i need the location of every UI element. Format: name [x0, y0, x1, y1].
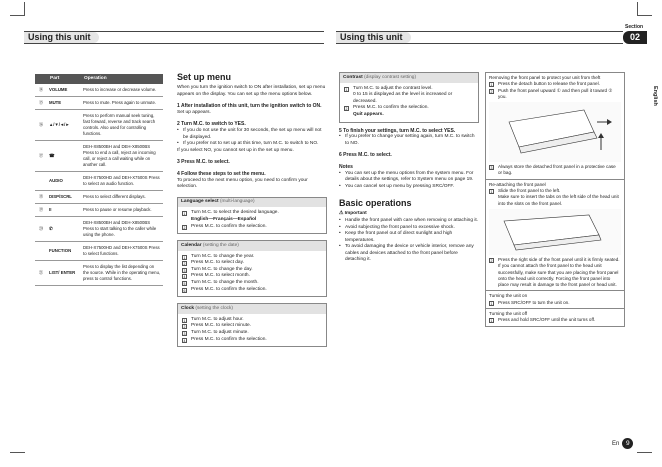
important-heading: ⚠ Important	[339, 211, 367, 217]
crop-mark	[24, 2, 25, 16]
right-header-title: Using this unit	[336, 32, 411, 43]
setup-step-2-note: If you select NO, you cannot set up in the set up menu.	[177, 147, 294, 153]
reattach-illustration	[489, 209, 621, 255]
turn-on-box: Turning the unit on 1 Press SRC/OFF to turn the unit on.	[485, 291, 625, 309]
row-operation: DEH-X8500BH and DEH-X8500BS Press to end a call, reject an incoming call, or reject a call waiting while on another call.	[81, 141, 163, 172]
crop-mark	[10, 15, 25, 16]
crop-mark	[637, 2, 638, 16]
front-panel-column	[485, 72, 625, 327]
remove-panel-illustration	[489, 102, 621, 162]
row-part: ☎	[47, 141, 81, 172]
table-row	[35, 97, 163, 110]
clock-box	[177, 303, 327, 347]
left-header-title: Using this unit	[24, 32, 99, 43]
row-operation: Press to mute. Press again to unmute.	[81, 97, 163, 110]
setup-step-5-bullet: • If you prefer to change your setting again, turn M.C. to switch to NO.	[339, 134, 479, 147]
table-row	[35, 242, 163, 261]
note-item: • You can cancel set up menu by pressing SRC/OFF.	[339, 184, 479, 191]
table-row	[35, 110, 163, 141]
row-number: ⑳	[35, 217, 47, 242]
table-row	[35, 172, 163, 191]
turn-off-box: Turning the unit off 1 Press and hold SRC/OFF until the unit turns off.	[485, 309, 625, 327]
contrast-quit-note: Quit appears.	[353, 111, 384, 117]
row-operation: Press to display the list depending on the source. While in the operating menu, press to control functions.	[81, 261, 163, 286]
setup-step-2: 2 Turn M.C. to switch to YES.	[177, 121, 246, 128]
row-part: II	[47, 204, 81, 217]
calendar-box	[177, 240, 327, 297]
calendar-box-header: Calendar (setting the date)	[178, 241, 326, 251]
crop-mark	[637, 452, 652, 453]
setup-step-1-sub: Set up appears.	[177, 109, 211, 115]
setup-step-4-sub: To proceed to the next menu option, you need to confirm your selection.	[177, 177, 308, 190]
setup-step-4: 4 Follow these steps to set the menu.	[177, 170, 266, 177]
page-footer	[612, 438, 633, 449]
important-item: • To avoid damaging the device or vehicle interior, remove any cables and devices attached to the front panel before detaching it.	[339, 244, 479, 264]
setup-title: Set up menu	[177, 72, 232, 82]
setup-step-5: 5 To finish your settings, turn M.C. to select YES.	[339, 127, 456, 134]
table-header-blank	[35, 74, 47, 84]
row-number: ⑲	[35, 204, 47, 217]
right-header-bar	[336, 31, 623, 44]
reattach-title: Re-attaching the front panel	[489, 181, 546, 187]
row-number: ⑭	[35, 84, 47, 97]
row-number: ㉑	[35, 261, 47, 286]
language-options: English—Français—Español	[191, 216, 257, 222]
language-tab: English	[652, 86, 658, 106]
section-label: Section	[625, 24, 644, 30]
note-item: • You can set up the menu options from the system menu. For details about the settings, refer to System menu on page 19.	[339, 171, 479, 184]
row-number: ⑯	[35, 110, 47, 141]
row-part: LIST/ ENTER	[47, 261, 81, 286]
remove-panel-box: Removing the front panel to protect your unit from theft 1 Press the detach button to release the front panel. 2 Push the front panel upward ① and then pull it toward ② you. 3 Always store the detached front panel in a protective case or bag.	[485, 72, 625, 180]
notes-title: Notes	[339, 163, 353, 170]
setup-step-2-bullet: • If you do not use the unit for 30 seconds, the set up menu will not be displayed.	[177, 128, 327, 141]
table-header-part: Part	[47, 74, 81, 84]
contrast-box-header: Contrast (display contrast setting)	[340, 73, 478, 83]
reattach-note: Make sure to insert the tabs on the left side of the head unit into the slots on the front panel.	[498, 194, 619, 206]
turn-on-title: Turning the unit on	[489, 293, 528, 299]
important-item: • Handle the front panel with care when removing or attaching it.	[339, 218, 479, 225]
row-part: VOLUME	[47, 84, 81, 97]
reattach-panel-box: Re-attaching the front panel 1 Slide the front panel to the left. Make sure to insert the tabs on the left side of the head unit into the slots on the front panel. 2 Press the right side of the front panel until it is firmly seated. If you cannot attach the front panel to the head unit successfully, make sure that you are placing the front panel onto the head unit correctly. Forcing the front panel into place may result in damage to the front panel or head unit.	[485, 180, 625, 292]
row-operation: DEH-X7500HD and DEH-X7500S Press to select functions.	[81, 242, 163, 261]
important-item: • Keep the front panel out of direct sunlight and high temperatures.	[339, 231, 479, 244]
table-row	[35, 204, 163, 217]
setup-step-1: 1 After installation of this unit, turn the ignition switch to ON.	[177, 103, 322, 110]
calendar-box-body: 1 Turn M.C. to change the year. 2 Press M.C. to select day. 3 Turn M.C. to change the day. 4 Press M.C. to select month. 5 Turn M.C. to change the month. 6 Press M.C. to confirm the selection.	[183, 253, 267, 293]
section-number: 02	[623, 31, 647, 44]
row-part: DISP/SCRL	[47, 191, 81, 204]
row-number: ⑮	[35, 97, 47, 110]
table-row	[35, 217, 163, 242]
reattach-warning: If you cannot attach the front panel to the head unit successfully, make sure that you are placing the front panel onto the head unit correctly. Forcing the front panel into place may result in damage to the front panel or head unit.	[498, 263, 619, 288]
contrast-and-basic-column	[339, 72, 479, 264]
footer-language: En	[612, 441, 620, 447]
language-box-header: Language select (multi-language)	[178, 198, 326, 208]
row-number	[35, 172, 47, 191]
contrast-range-note: 0 to 15 is displayed as the level is increased or decreased.	[353, 92, 453, 104]
left-header-bar	[24, 31, 324, 44]
table-row	[35, 191, 163, 204]
page-number: 9	[622, 438, 633, 449]
clock-box-header: Clock (setting the clock)	[178, 304, 326, 314]
setup-step-2-bullet: • If you prefer not to set up at this time, turn M.C. to switch to NO.	[177, 141, 327, 148]
row-number: ⑱	[35, 191, 47, 204]
row-number	[35, 242, 47, 261]
row-operation: Press to pause or resume playback.	[81, 204, 163, 217]
crop-mark	[637, 15, 652, 16]
clock-box-body: 1 Turn M.C. to adjust hour. 2 Press M.C. to select minute. 3 Turn M.C. to adjust minute. 4 Press M.C. to confirm the selection.	[183, 316, 267, 343]
table-header-operation: Operation	[81, 74, 163, 84]
language-box	[177, 197, 327, 234]
setup-step-6: 6 Press M.C. to select.	[339, 152, 392, 159]
row-part: AUDIO	[47, 172, 81, 191]
table-row	[35, 141, 163, 172]
row-operation: DEH-X8500BH and DEH-X8500BS Press to start talking to the caller while using the phone.	[81, 217, 163, 242]
turn-off-title: Turning the unit off	[489, 311, 528, 317]
row-operation: Press to perform manual seek tuning, fast forward, reverse and track search controls. Also used for controlling functions.	[81, 110, 163, 141]
parts-table	[35, 74, 163, 286]
setup-intro: When you turn the ignition switch to ON after installation, set up menu appears on the display. You can set up the menu options below.	[177, 85, 326, 97]
important-item: • Avoid subjecting the front panel to excessive shock.	[339, 225, 479, 232]
row-operation: Press to select different displays.	[81, 191, 163, 204]
remove-panel-drawing	[489, 102, 619, 162]
contrast-box: Contrast (display contrast setting) 1 Turn M.C. to adjust the contrast level. 0 to 15 is displayed as the level is increased or decreased. 2 Press M.C. to confirm the selection. Quit appears.	[339, 72, 479, 123]
basic-operations-title: Basic operations	[339, 198, 412, 209]
remove-panel-title: Removing the front panel to protect your unit from theft	[489, 75, 601, 80]
setup-step-3: 3 Press M.C. to select.	[177, 159, 230, 166]
language-box-body: 1 Turn M.C. to select the desired language. English—Français—Español 2 Press M.C. to confirm the selection.	[178, 207, 326, 233]
important-icon: ⚠	[339, 211, 344, 217]
reattach-drawing	[489, 209, 619, 255]
crop-mark	[10, 452, 25, 453]
row-part: MUTE	[47, 97, 81, 110]
row-number: ⑰	[35, 141, 47, 172]
row-part: ▲/▼/◄/►	[47, 110, 81, 141]
table-row	[35, 84, 163, 97]
setup-menu-column	[177, 72, 327, 347]
table-row	[35, 261, 163, 286]
row-part: FUNCTION	[47, 242, 81, 261]
row-operation: Press to increase or decrease volume.	[81, 84, 163, 97]
row-part: ✆	[47, 217, 81, 242]
row-operation: DEH-X7500HD and DEH-X7500S Press to select an audio function.	[81, 172, 163, 191]
